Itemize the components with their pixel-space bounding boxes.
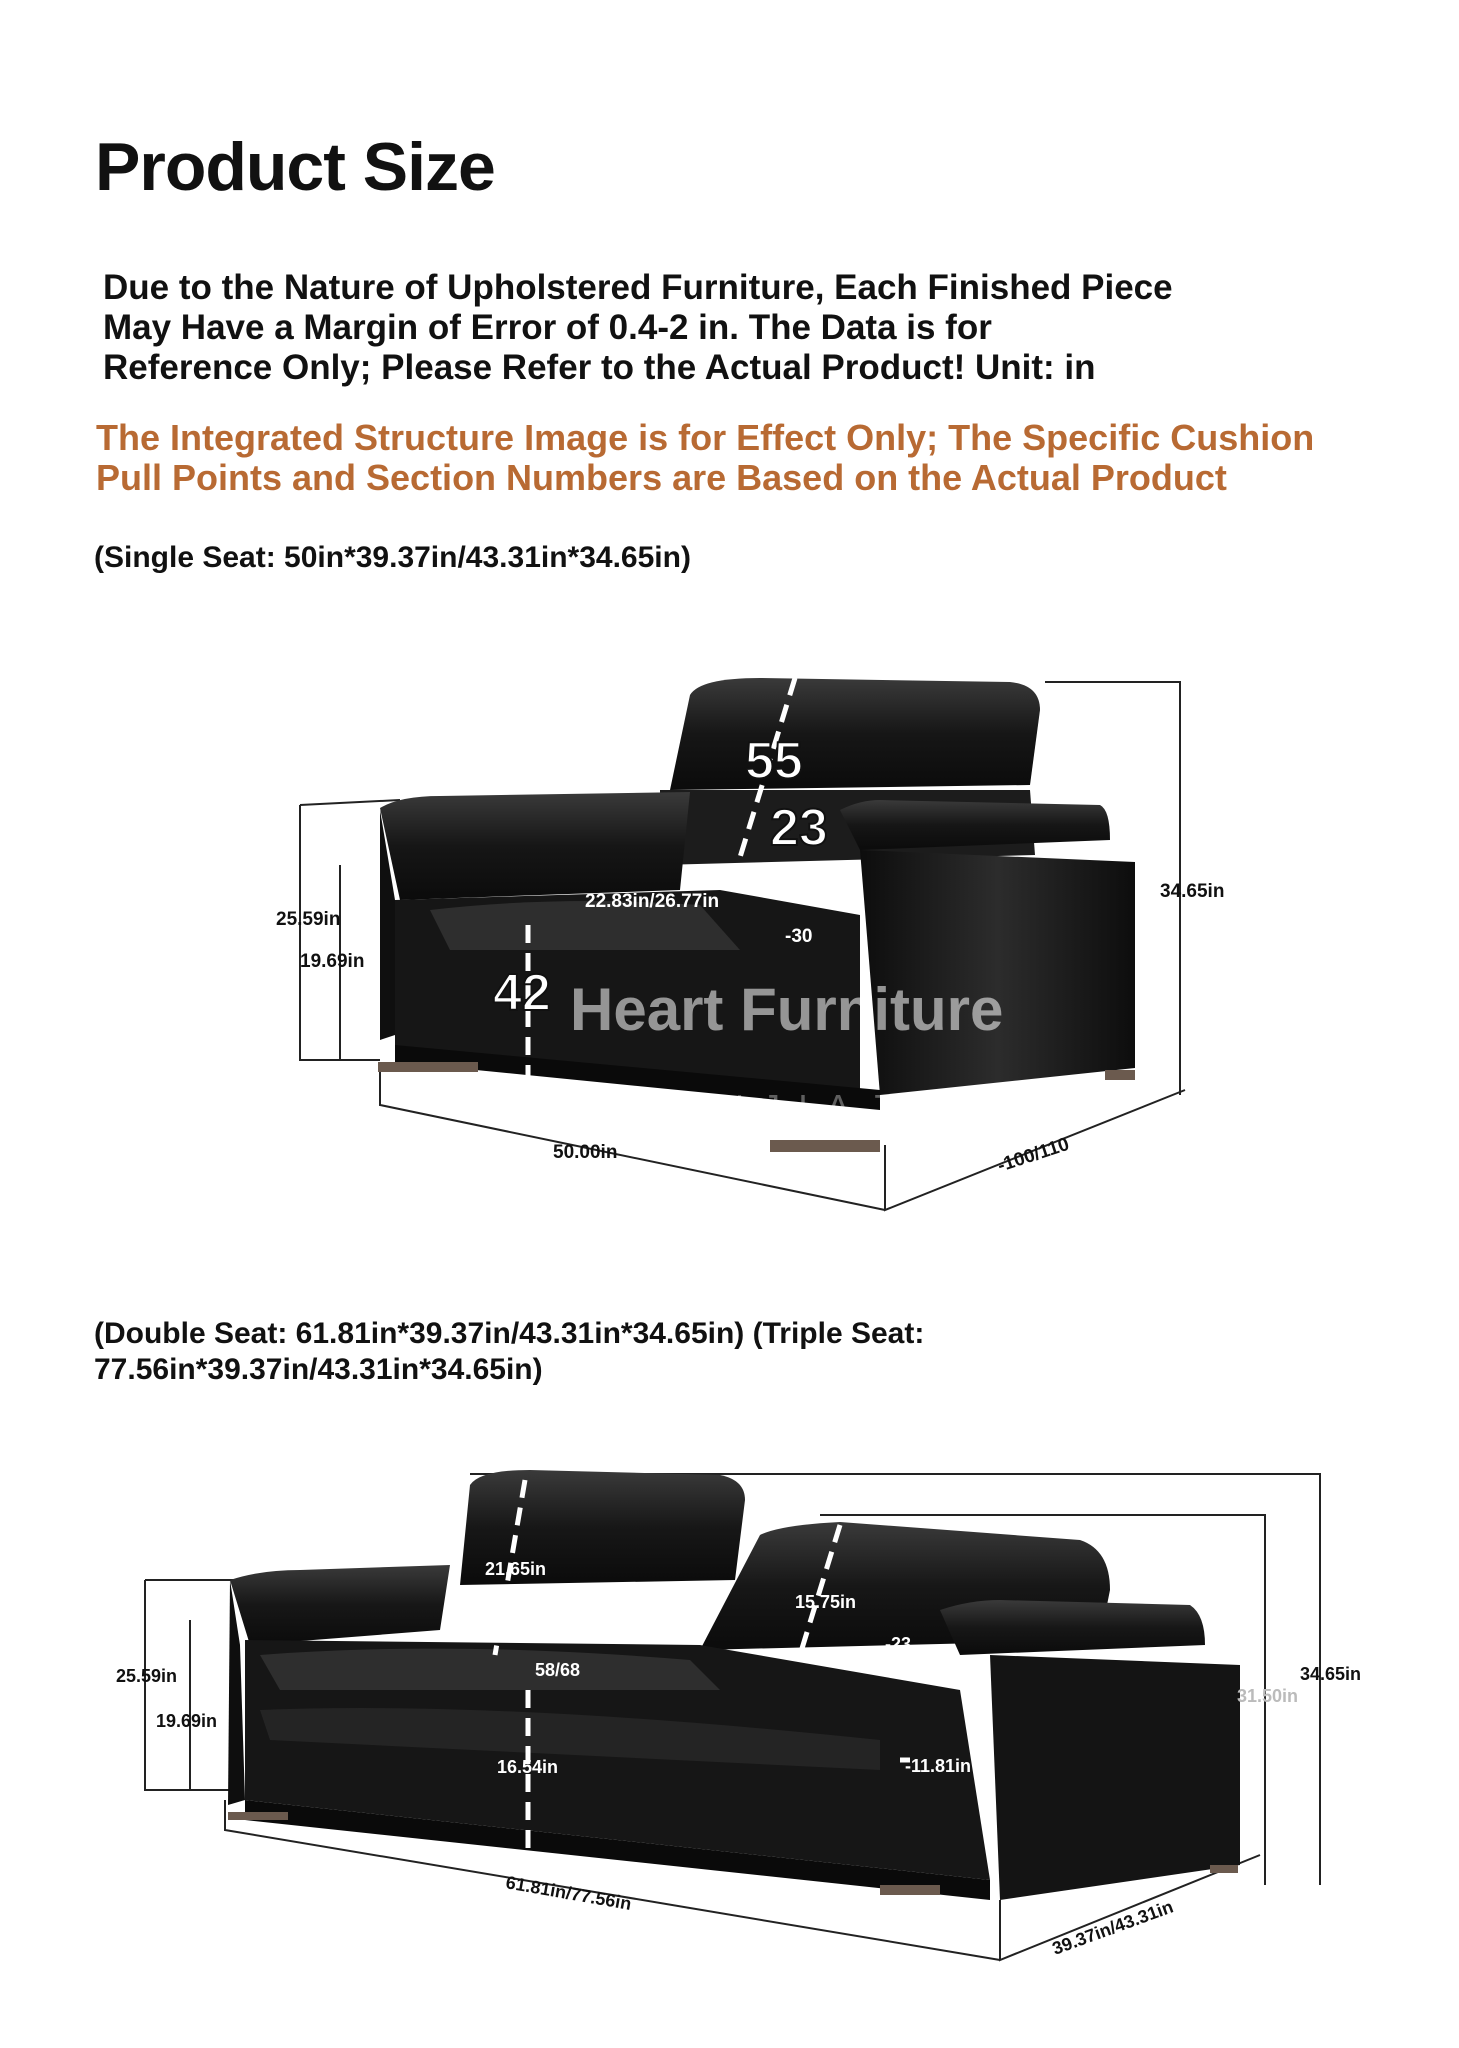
width-label: 61.81in/77.56in [504,1872,633,1915]
spec-line: (Double Seat: 61.81in*39.37in/43.31in*34.65in) (Triple Seat: [94,1317,925,1350]
disclaimer-line: May Have a Margin of Error of 0.4-2 in. The Data is for [103,308,992,347]
spec-line: 77.56in*39.37in/43.31in*34.65in) [94,1353,543,1386]
watermark-brand: Heart Furniture [570,976,1004,1043]
multi-seat-figure [0,1440,1459,2000]
recline-label: -23 [885,1634,912,1654]
cushion-label: 42 [493,964,551,1022]
seat-depth-label: 58/68 [535,1660,581,1680]
back-label: 15.75in [795,1592,857,1612]
page-title: Product Size [95,129,495,205]
single-seat-figure [0,650,1459,1250]
seat-height-label: 19.69in [156,1711,218,1731]
seat-height-label: 19.69in [300,951,365,972]
single-seat-diagram [0,650,1459,1250]
disclaimer-text [103,268,1403,388]
seat-depth-label: 22.83in/26.77in [585,891,720,912]
arm-height-label: 25.59in [276,909,341,930]
cushion-label: 16.54in [497,1757,559,1777]
multi-sofa [228,1470,1240,1900]
multi-seat-diagram [0,1440,1459,2000]
note-line: Pull Points and Section Numbers are Based on the Actual Product [96,457,1227,498]
effect-note [96,418,1416,498]
headrest-label: 55 [745,732,803,790]
disclaimer-line: Reference Only; Please Refer to the Actual Product! Unit: in [103,348,1096,387]
watermark-sub: INJIAJU [690,1087,949,1128]
total-height-label: 34.65in [1160,881,1225,902]
arm-width-label: -11.81in [905,1756,972,1776]
note-line: The Integrated Structure Image is for Effect Only; The Specific Cushion [96,417,1315,458]
width-label: 50.00in [553,1142,618,1163]
depth-label: -100/110 [995,1133,1072,1177]
arm-height-label: 25.59in [116,1666,178,1686]
back-label: 23 [770,799,828,857]
disclaimer-line: Due to the Nature of Upholstered Furniture, Each Finished Piece [103,268,1173,307]
depth-label: 39.37in/43.31in [1049,1896,1176,1959]
headrest-label: 21.65in [485,1559,547,1579]
faint-height-label: 31.50in [1237,1686,1299,1706]
single-seat-spec: (Single Seat: 50in*39.37in/43.31in*34.65in) [94,541,691,574]
total-height-label: 34.65in [1300,1664,1362,1684]
multi-seat-spec [94,1316,1394,1388]
recline-label: -30 [785,926,813,947]
